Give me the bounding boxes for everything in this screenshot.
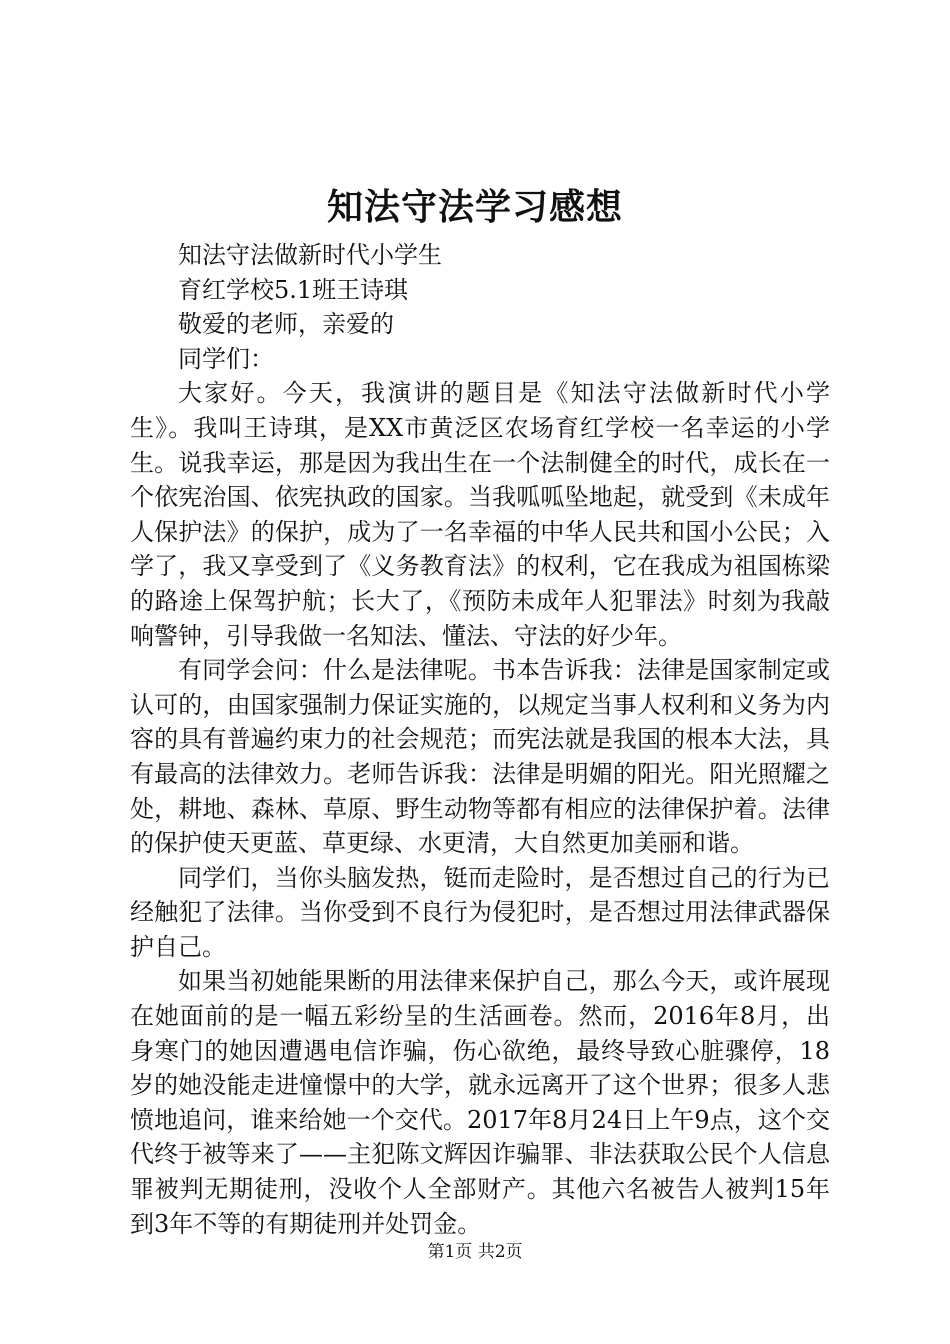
paragraph-question: 同学们，当你头脑发热，铤而走险时，是否想过自己的行为已经触犯了法律。当你受到不良行为侵犯时，是否想过用法律武器保护自己。 xyxy=(130,863,830,961)
paragraph-case: 如果当初她能果断的用法律来保护自己，那么今天，或许展现在她面前的是一幅五彩纷呈的生活画卷。然而，2016年8月，出身寒门的她因遭遇电信诈骗，伤心欲绝，最终导致心脏骤停，18岁的她没能走进憧憬中的大学，就永远离开了这个世界；很多人悲愤地追问，谁来给她一个交代。2017年8月24日上午9点，这个交代终于被等来了——主犯陈文辉因诈骗罪、非法获取公民个人信息罪被判无期徒刑，没收个人全部财产。其他六名被告人被判15年到3年不等的有期徒刑并处罚金。 xyxy=(130,967,830,1238)
header-line-greeting: 敬爱的老师，亲爱的 xyxy=(178,310,394,339)
paragraph-what-is-law: 有同学会问：什么是法律呢。书本告诉我：法律是国家制定或认可的，由国家强制力保证实施的，以规定当事人权利和义务为内容的具有普遍约束力的社会规范；而宪法就是我国的根本大法，具有最高的法律效力。老师告诉我：法律是明媚的阳光。阳光照耀之处，耕地、森林、草原、野生动物等都有相应的法律保护着。法律的保护使天更蓝、草更绿、水更清，大自然更加美丽和谐。 xyxy=(130,656,830,858)
page-number-footer: 第1页 共2页 xyxy=(427,1242,523,1262)
header-line-subtitle: 知法守法做新时代小学生 xyxy=(178,241,442,269)
header-line-author: 育红学校5.1班王诗琪 xyxy=(178,275,409,304)
header-line-greeting-cont: 同学们： xyxy=(178,344,274,373)
document-body xyxy=(130,238,830,1241)
document-title: 知法守法学习感想 xyxy=(326,186,623,228)
paragraph-intro: 大家好。今天，我演讲的题目是《知法守法做新时代小学生》。我叫王诗琪，是XX市黄泛区农场育红学校一名幸运的小学生。说我幸运，那是因为我出生在一个法制健全的时代，成长在一个依宪治国、依宪执政的国家。当我呱呱坠地起，就受到《未成年人保护法》的保护，成为了一名幸福的中华人民共和国小公民；入学了，我又享受到了《义务教育法》的权利，它在我成为祖国栋梁的路途上保驾护航；长大了，《预防未成年人犯罪法》时刻为我敲响警钟，引导我做一名知法、懂法、守法的好少年。 xyxy=(130,379,830,650)
